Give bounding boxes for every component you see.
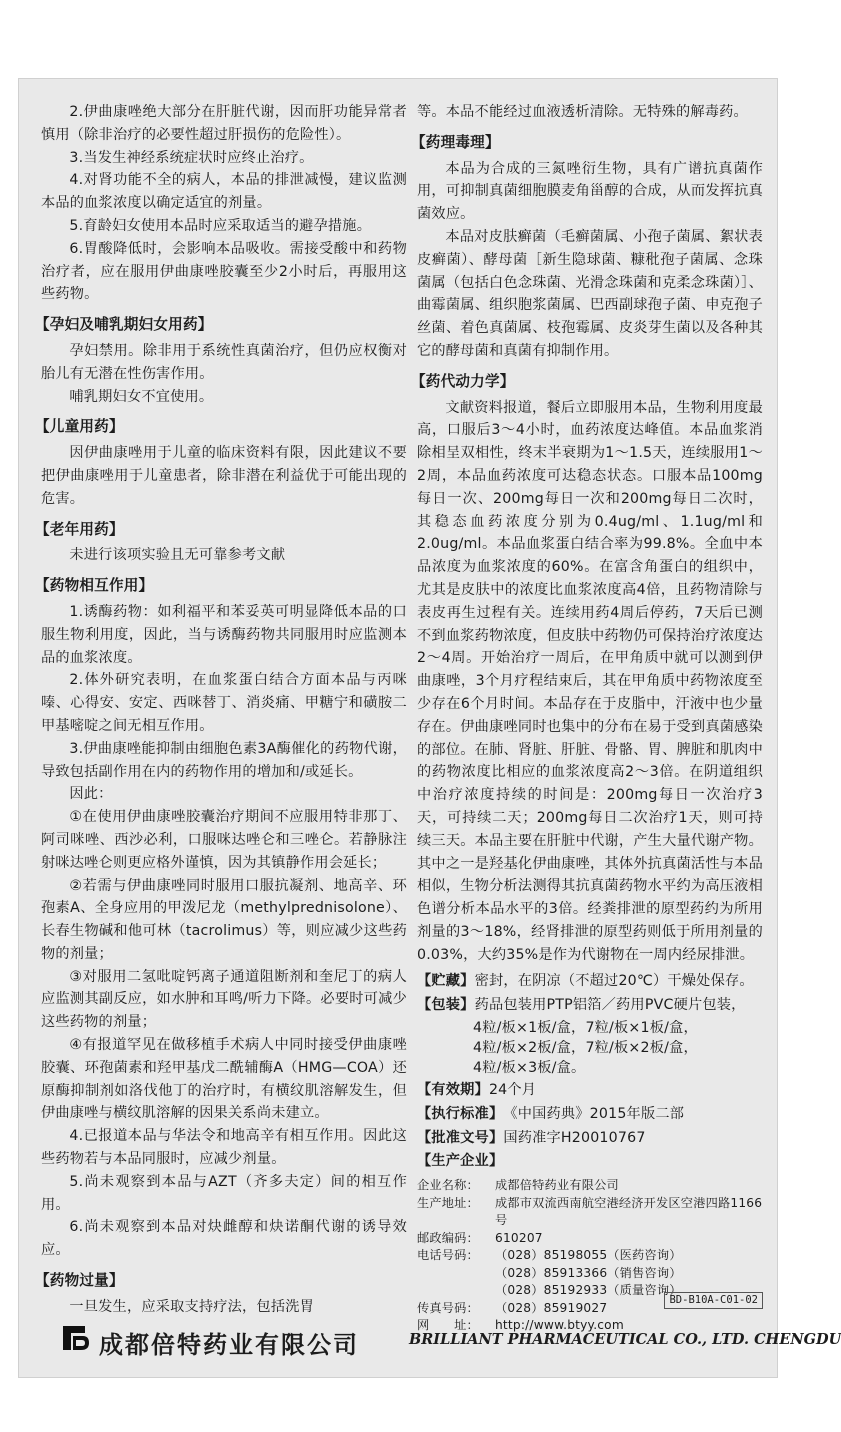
company-row-label xyxy=(417,1265,495,1283)
paragraph: 文献资料报道，餐后立即服用本品，生物利用度最高，口服后3～4小时，血药浓度达峰值。本品血浆消除相呈双相性，终末半衰期为1～1.5天，连续服用1～2周，本品血药浓度可达稳态状态。口服本品100mg每日一次、200mg每日一次和200mg每日二次时，其稳态血药浓度分别为0.4ug/ml、1.1ug/ml和2.0ug/ml。本品血浆蛋白结合率为99.8%。全血中本品浓度为血浆浓度的60%。在富含角蛋白的组织中，尤其是皮肤中的浓度比血浆浓度高4倍，且药物清除与表皮再生过程有关。连续用药4周后停药，7天后已测不到血浆药物浓度，但皮肤中药物仍可保持治疗浓度达2～4周。开始治疗一周后，在甲角质中就可以测到伊曲康唑，3个月疗程结束后，其在甲角质中药物浓度至少存在6个月时间。本品存在于皮脂中，汗液中也少量存在。伊曲康唑同时也集中的分布在易于受到真菌感染的部位。在肺、肾脏、肝脏、骨骼、胃、脾脏和肌肉中的药物浓度比相应的血浆浓度高2～3倍。在阴道组织中治疗浓度持续的时间是：200mg每日一次治疗3天，可持续二天；200mg每日二次治疗1天，则可持续三天。本品主要在肝脏中代谢，产生大量代谢产物。其中之一是羟基化伊曲康唑，其体外抗真菌活性与本品相似，生物分析法测得其抗真菌药物水平约为高压液相色谱分析本品水平的3倍。经粪排泄的原型药约为所用剂量的3～18%，经肾排泄的原型药则低于所用剂量的0.03%，大约35%是作为代谢物在一周内经尿排泄。 xyxy=(417,399,763,963)
packaging-line: 4粒/板×3板/盒。 xyxy=(473,1060,586,1077)
standard-value: 《中国药典》2015年版二部 xyxy=(503,1105,685,1122)
paragraph: 哺乳期妇女不宜使用。 xyxy=(69,388,214,405)
paragraph: 4.对肾功能不全的病人，本品的排泄减慢，建议监测本品的血浆浓度以确定适宜的剂量。 xyxy=(41,172,407,212)
paragraph: 5.育龄妇女使用本品时应采取适当的避孕措施。 xyxy=(69,217,372,234)
paragraph: ①在使用伊曲康唑胶囊治疗期间不应服用特非那丁、阿司咪唑、西沙必利，口服咪达唑仑和三唑仑。若静脉注射咪达唑仑则更应格外谨慎，因为其镇静作用会延长； xyxy=(41,809,407,871)
standard-row xyxy=(417,1103,763,1126)
storage-label: 【贮藏】 xyxy=(417,973,475,990)
packaging-lines xyxy=(417,1018,763,1078)
document-code: BD-B10A-C01-02 xyxy=(664,1292,763,1309)
packaging-line: 4粒/板×1板/盒，7粒/板×1板/盒， xyxy=(473,1020,698,1037)
paragraph: 1.诱酶药物：如利福平和苯妥英可明显降低本品的口服生物利用度，因此，当与诱酶药物共同服用时应监测本品的血浆浓度。 xyxy=(41,603,407,666)
paragraph: 本品为合成的三氮唑衍生物，具有广谱抗真菌作用，可抑制真菌细胞膜麦角甾醇的合成，从而发挥抗真菌效应。 xyxy=(417,160,763,223)
packaging-line: 4粒/板×2板/盒，7粒/板×2板/盒， xyxy=(473,1040,698,1057)
paragraph: ③对服用二氢吡啶钙离子通道阻断剂和奎尼丁的病人应监测其副反应，如水肿和耳鸣/听力下降。必要时可减少这些药物的剂量； xyxy=(41,968,407,1031)
company-row-value: 610207 xyxy=(495,1230,543,1245)
paragraph: 6.尚未观察到本品对炔雌醇和炔诺酮代谢的诱导效应。 xyxy=(41,1219,407,1259)
company-row xyxy=(417,1195,763,1230)
paragraph: 因伊曲康唑用于儿童的临床资料有限，因此建议不要把伊曲康唑用于儿童患者，除非潜在利益优于可能出现的危害。 xyxy=(41,445,407,507)
validity-row xyxy=(417,1079,763,1102)
paragraph: 6.胃酸降低时，会影响本品吸收。需接受酸中和药物治疗者，应在服用伊曲康唑胶囊至少2小时后，再服用这些药物。 xyxy=(41,240,407,303)
paragraph: ④有报道罕见在做移植手术病人中同时接受伊曲康唑胶囊、环孢菌素和羟甲基戊二酰辅酶A（HMG—COA）还原酶抑制剂如洛伐他丁的治疗时，有横纹肌溶解发生，但伊曲康唑与横纹肌溶解的因果关系尚未建立。 xyxy=(41,1037,407,1122)
paragraph: ②若需与伊曲康唑同时服用口服抗凝剂、地高辛、环孢素A、全身应用的甲泼尼龙（methylprednisolone）、长春生物碱和他可林（tacrolimus）等，则应减少这些药物的剂量； xyxy=(41,877,407,962)
company-row-value: （028）85198055（医药咨询） xyxy=(495,1248,682,1263)
company-name-cn: 成都倍特药业有限公司 xyxy=(99,1331,359,1359)
company-info xyxy=(417,1177,763,1335)
paragraph: 5.尚未观察到本品与AZT（齐多夫定）间的相互作用。 xyxy=(41,1173,407,1213)
section-heading: 【孕妇及哺乳期妇女用药】 xyxy=(35,316,213,334)
company-row-value: （028）85913366（销售咨询） xyxy=(495,1265,682,1280)
company-row-value: 成都市双流西南航空港经济开发区空港四路1166号 xyxy=(495,1195,763,1228)
paragraph: 本品对皮肤癣菌（毛癣菌属、小孢子菌属、絮状表皮癣菌）、酵母菌［新生隐球菌、糠秕孢子菌属、念珠菌属（包括白色念珠菌、光滑念珠菌和克柔念珠菌）］、曲霉菌属、组织胞浆菌属、巴西副球孢子菌、申克孢子丝菌、着色真菌属、枝孢霉属、皮炎芽生菌以及各种其它的酵母菌和真菌有抑制作用。 xyxy=(417,228,763,359)
paragraph: 4.已报道本品与华法令和地高辛有相互作用。因此这些药物若与本品同服时，应减少剂量。 xyxy=(41,1128,407,1168)
company-name-en: BRILLIANT PHARMACEUTICAL CO., LTD. CHENGDU xyxy=(409,1331,841,1348)
specs-block xyxy=(417,970,763,1334)
paragraph: 3.伊曲康唑能抑制由细胞色素3A酶催化的药物代谢，导致包括副作用在内的药物作用的增加和/或延长。 xyxy=(41,740,407,780)
company-row xyxy=(417,1177,763,1195)
company-row-label: 电话号码： xyxy=(417,1248,479,1263)
company-row-value: http://www.btyy.com xyxy=(495,1318,624,1333)
footer-bar xyxy=(19,1313,841,1363)
company-row xyxy=(417,1265,763,1283)
paragraph: 等。本品不能经过血液透析清除。无特殊的解毒药。 xyxy=(417,104,748,120)
storage-value: 密封，在阴凉（不超过20℃）干燥处保存。 xyxy=(474,973,754,990)
packaging-label: 【包装】 xyxy=(417,997,475,1014)
company-row xyxy=(417,1247,763,1265)
paragraph: 未进行该项实验且无可靠参考文献 xyxy=(69,547,286,564)
company-row-label: 传真号码： xyxy=(417,1300,479,1315)
section-heading: 【儿童用药】 xyxy=(35,418,124,436)
company-row-label: 生产地址： xyxy=(417,1195,479,1210)
right-flow xyxy=(411,101,763,966)
approval-label: 【批准文号】 xyxy=(417,1129,504,1146)
company-row-label xyxy=(417,1282,495,1300)
section-heading: 【药理毒理】 xyxy=(411,133,500,151)
approval-row xyxy=(417,1127,763,1150)
company-heading: 【生产企业】 xyxy=(417,1153,504,1170)
left-column xyxy=(35,101,407,1319)
validity-label: 【有效期】 xyxy=(417,1082,489,1099)
company-logo-icon xyxy=(61,1323,91,1353)
validity-value: 24个月 xyxy=(488,1082,537,1099)
packaging-row xyxy=(417,994,763,1017)
packaging-value: 药品包装用PTP铝箔／药用PVC硬片包装， xyxy=(474,997,746,1014)
section-heading: 【药物相互作用】 xyxy=(35,577,154,595)
company-row-label: 企业名称： xyxy=(417,1178,479,1193)
paragraph: 因此： xyxy=(69,786,113,803)
section-heading: 【药代动力学】 xyxy=(411,372,515,390)
section-heading: 【老年用药】 xyxy=(35,520,124,538)
paragraph: 3.当发生神经系统症状时应终止治疗。 xyxy=(69,149,314,166)
storage-row xyxy=(417,970,763,993)
approval-value: 国药准字H20010767 xyxy=(503,1129,646,1146)
section-heading: 【药物过量】 xyxy=(35,1272,124,1290)
paragraph: 孕妇禁用。除非用于系统性真菌治疗，但仍应权衡对胎儿有无潜在性伤害作用。 xyxy=(41,342,407,382)
company-row-value: （028）85919027 xyxy=(495,1300,608,1315)
paragraph: 一旦发生，应采取支持疗法，包括洗胃 xyxy=(69,1298,314,1315)
company-row-value: （028）85192933（质量咨询） xyxy=(495,1283,682,1298)
company-row-label: 网 址： xyxy=(417,1318,479,1333)
leaflet-sheet xyxy=(18,78,841,1378)
company-row xyxy=(417,1230,763,1248)
company-row-label: 邮政编码： xyxy=(417,1230,479,1245)
company-heading-row xyxy=(417,1150,763,1173)
company-row-value: 成都倍特药业有限公司 xyxy=(495,1178,619,1193)
standard-label: 【执行标准】 xyxy=(417,1105,504,1122)
paragraph: 2.体外研究表明，在血浆蛋白结合方面本品与丙咪嗪、心得安、安定、西咪替丁、消炎痛、甲糖宁和磺胺二甲基嘧啶之间无相互作用。 xyxy=(41,672,407,734)
paragraph: 2.伊曲康唑绝大部分在肝脏代谢，因而肝功能异常者慎用（除非治疗的必要性超过肝损伤的危险性）。 xyxy=(41,104,407,143)
right-column xyxy=(411,101,763,1335)
